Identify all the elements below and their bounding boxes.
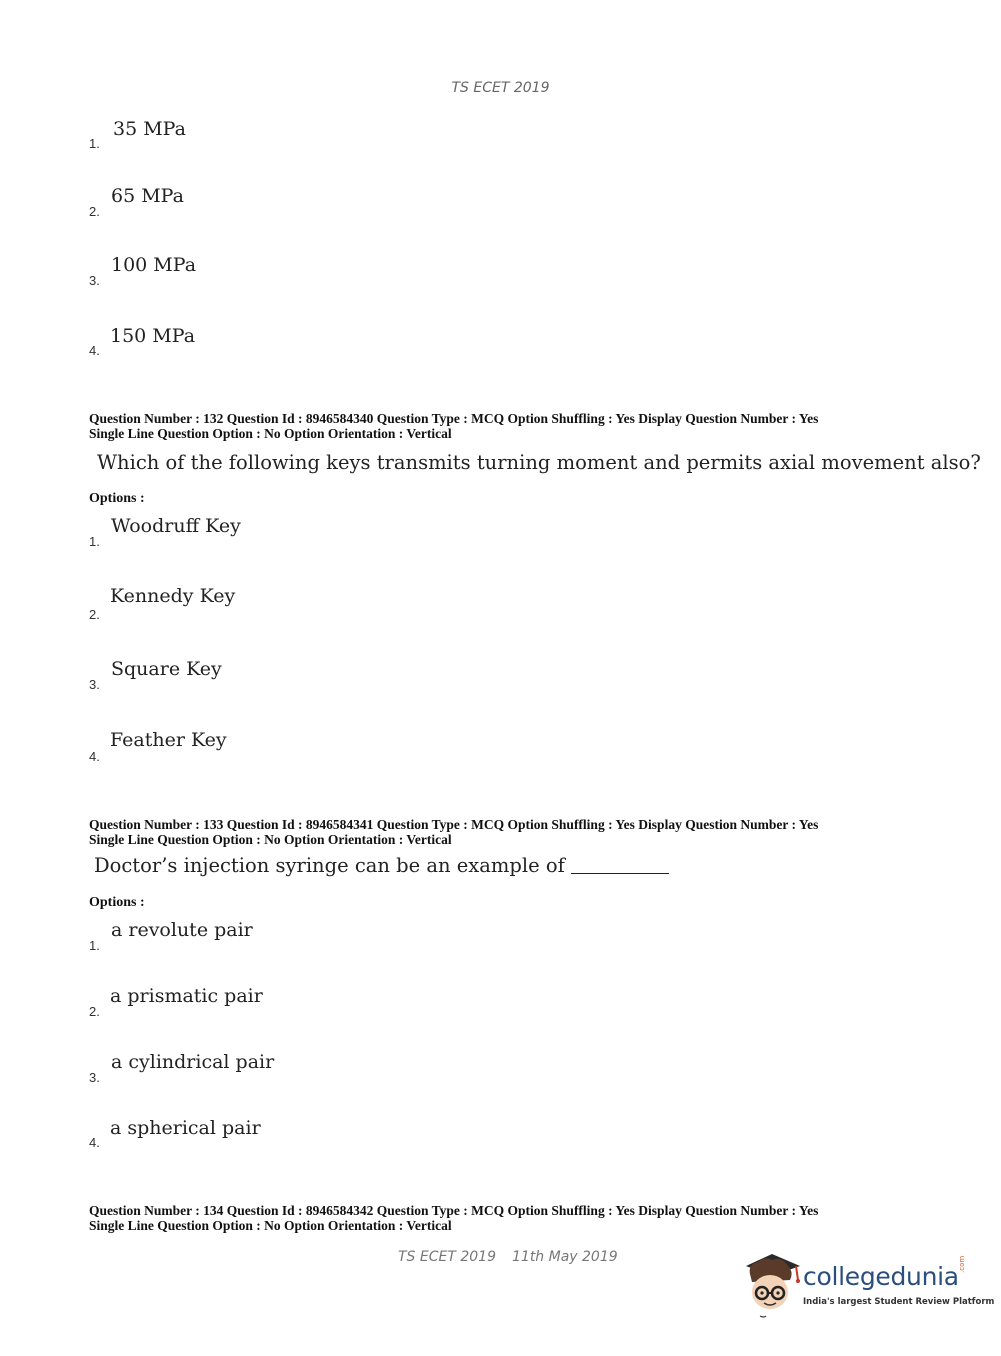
options-label: Options : <box>89 491 145 506</box>
answer-blank <box>571 872 669 874</box>
option-number: 1. <box>89 136 100 151</box>
mascot-icon <box>742 1246 804 1320</box>
option-number: 4. <box>89 1135 100 1150</box>
options-label: Options : <box>89 895 145 910</box>
option-text: Square Key <box>111 658 222 680</box>
option-number: 3. <box>89 677 100 692</box>
logo-tagline: India's largest Student Review Platform <box>803 1297 995 1307</box>
option-text: Kennedy Key <box>110 585 236 607</box>
question-134-meta <box>89 1204 818 1233</box>
option-text: 150 MPa <box>110 325 196 347</box>
option-number: 2. <box>89 204 100 219</box>
logo-suffix: .com <box>958 1255 966 1273</box>
page-footer <box>398 1249 618 1265</box>
logo-name: collegedunia <box>803 1262 959 1291</box>
footer-exam: TS ECET 2019 <box>398 1249 496 1265</box>
meta-line: Question Number : 133 Question Id : 8946584341 Question Type : MCQ Option Shuffling : Yes Display Question Number : Yes <box>89 817 819 832</box>
meta-line: Single Line Question Option : No Option Orientation : Vertical <box>89 425 452 441</box>
meta-line: Question Number : 134 Question Id : 8946584342 Question Type : MCQ Option Shuffling : Yes Display Question Number : Yes <box>89 1203 819 1218</box>
question-text: Which of the following keys transmits turning moment and permits axial movement also? <box>97 451 981 474</box>
meta-line: Single Line Question Option : No Option Orientation : Vertical <box>89 831 452 847</box>
option-text: 35 MPa <box>113 118 186 140</box>
question-meta <box>89 818 818 847</box>
option-number: 2. <box>89 1004 100 1019</box>
option-number: 3. <box>89 273 100 288</box>
meta-line: Single Line Question Option : No Option Orientation : Vertical <box>89 1217 452 1233</box>
option-text: a spherical pair <box>110 1117 261 1139</box>
footer-date: 11th May 2019 <box>512 1249 618 1265</box>
option-number: 2. <box>89 607 100 622</box>
option-text: a revolute pair <box>111 919 253 941</box>
question-text-content: Doctor’s injection syringe can be an example of <box>94 854 565 877</box>
option-text: a prismatic pair <box>110 985 263 1007</box>
option-number: 1. <box>89 534 100 549</box>
option-text: Feather Key <box>110 729 227 751</box>
option-number: 4. <box>89 343 100 358</box>
page-header: TS ECET 2019 <box>451 80 550 96</box>
option-number: 1. <box>89 938 100 953</box>
meta-line: Question Number : 132 Question Id : 8946584340 Question Type : MCQ Option Shuffling : Yes Display Question Number : Yes <box>89 411 819 426</box>
question-meta <box>89 412 818 441</box>
option-text: 65 MPa <box>111 185 184 207</box>
option-number: 4. <box>89 749 100 764</box>
option-text: a cylindrical pair <box>111 1051 275 1073</box>
question-text <box>94 854 669 877</box>
option-number: 3. <box>89 1070 100 1085</box>
option-text: 100 MPa <box>111 254 197 276</box>
option-text: Woodruff Key <box>111 515 241 537</box>
